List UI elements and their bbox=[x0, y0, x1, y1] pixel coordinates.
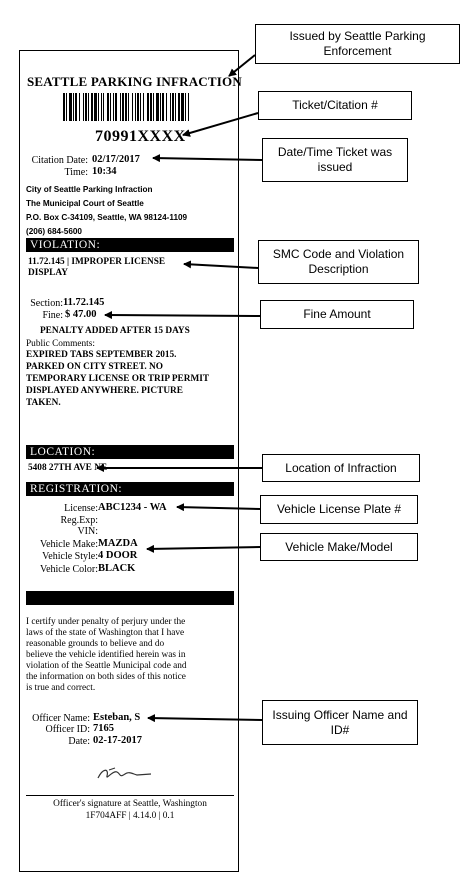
color-value: BLACK bbox=[98, 563, 136, 574]
violation-header: VIOLATION: bbox=[26, 238, 234, 252]
callout-fine-amount: Fine Amount bbox=[260, 300, 414, 329]
citation-date-label: Citation Date: bbox=[31, 155, 88, 166]
certification-line: reasonable grounds to believe and do bbox=[26, 639, 165, 649]
arrow-license-plate bbox=[177, 507, 260, 509]
style-value: 4 DOOR bbox=[98, 550, 138, 561]
regexp-label: Reg.Exp: bbox=[60, 515, 98, 526]
vin-label: VIN: bbox=[77, 526, 98, 537]
callout-license-plate: Vehicle License Plate # bbox=[260, 495, 418, 524]
violation-description: DISPLAY bbox=[28, 268, 68, 278]
color-label: Vehicle Color: bbox=[39, 564, 98, 575]
comments-line: TAKEN. bbox=[26, 398, 61, 408]
arrow-officer bbox=[148, 718, 262, 720]
court-line: The Municipal Court of Seattle bbox=[26, 199, 144, 208]
officer-id-label: Officer ID: bbox=[45, 724, 90, 735]
callout-date-time: Date/Time Ticket was issued bbox=[262, 138, 408, 182]
location-header: LOCATION: bbox=[26, 445, 234, 459]
callout-make-model: Vehicle Make/Model bbox=[260, 533, 418, 561]
time-label: Time: bbox=[64, 167, 88, 178]
date-label: Date: bbox=[68, 736, 90, 747]
arrow-fine-amount bbox=[105, 315, 260, 316]
comments-line: DISPLAYED ANYWHERE. PICTURE bbox=[26, 386, 183, 396]
officer-name-value: Esteban, S bbox=[93, 712, 141, 723]
make-value: MAZDA bbox=[98, 538, 138, 549]
citation-date-value: 02/17/2017 bbox=[92, 154, 140, 165]
time-value: 10:34 bbox=[92, 166, 117, 177]
comments-line: TEMPORARY LICENSE OR TRIP PERMIT bbox=[26, 374, 210, 384]
footer-code: 1F704AFF | 4.14.0 | 0.1 bbox=[85, 811, 175, 821]
license-value: ABC1234 - WA bbox=[98, 502, 167, 513]
fine-value: $ 47.00 bbox=[65, 309, 97, 320]
penalty-note: PENALTY ADDED AFTER 15 DAYS bbox=[40, 326, 190, 336]
certification-line: I certify under penalty of perjury under the bbox=[26, 617, 186, 627]
certification-line: is true and correct. bbox=[26, 683, 96, 693]
section-label: Section: bbox=[30, 298, 63, 309]
callout-ticket-number: Ticket/Citation # bbox=[258, 91, 412, 120]
arrow-ticket-number bbox=[183, 113, 258, 135]
certification-line: the information on both sides of this notice bbox=[26, 672, 186, 682]
callout-location: Location of Infraction bbox=[262, 454, 420, 482]
date-value: 02-17-2017 bbox=[93, 735, 142, 746]
location-value: 5408 27TH AVE NE bbox=[28, 463, 108, 473]
fine-label: Fine: bbox=[42, 310, 63, 321]
public-comments-label: Public Comments: bbox=[26, 339, 95, 349]
arrow-smc-code bbox=[184, 264, 258, 268]
signature-caption: Officer's signature at Seattle, Washington bbox=[53, 799, 207, 809]
comments-line: EXPIRED TABS SEPTEMBER 2015. bbox=[26, 350, 177, 360]
callout-officer: Issuing Officer Name and ID# bbox=[262, 700, 418, 745]
officer-id-value: 7165 bbox=[93, 723, 114, 734]
court-line: (206) 684-5600 bbox=[26, 227, 82, 236]
ticket-title: SEATTLE PARKING INFRACTION bbox=[27, 74, 242, 89]
certification-line: violation of the Seattle Municipal code and bbox=[26, 661, 187, 671]
arrow-date-time bbox=[153, 158, 262, 160]
court-line: P.O. Box C-34109, Seattle, WA 98124-1109 bbox=[26, 213, 188, 222]
arrow-issued-by bbox=[229, 55, 255, 76]
ticket-number: 70991XXXX bbox=[95, 128, 186, 145]
section-value: 11.72.145 bbox=[63, 297, 105, 308]
certification-line: believe the vehicle identified herein was in bbox=[26, 650, 186, 660]
callout-issued-by: Issued by Seattle Parking Enforcement bbox=[255, 24, 460, 64]
style-label: Vehicle Style: bbox=[42, 551, 98, 562]
court-line: City of Seattle Parking Infraction bbox=[26, 185, 153, 194]
violation-description: 11.72.145 | IMPROPER LICENSE bbox=[28, 257, 166, 267]
certification-line: laws of the state of Washington that I have bbox=[26, 628, 185, 638]
comments-line: PARKED ON CITY STREET. NO bbox=[26, 362, 163, 372]
make-label: Vehicle Make: bbox=[39, 539, 98, 550]
registration-header: REGISTRATION: bbox=[26, 482, 234, 496]
callout-smc-code: SMC Code and Violation Description bbox=[258, 240, 419, 284]
arrow-make-model bbox=[147, 547, 260, 549]
license-label: License: bbox=[64, 503, 98, 514]
officer-name-label: Officer Name: bbox=[32, 713, 90, 724]
